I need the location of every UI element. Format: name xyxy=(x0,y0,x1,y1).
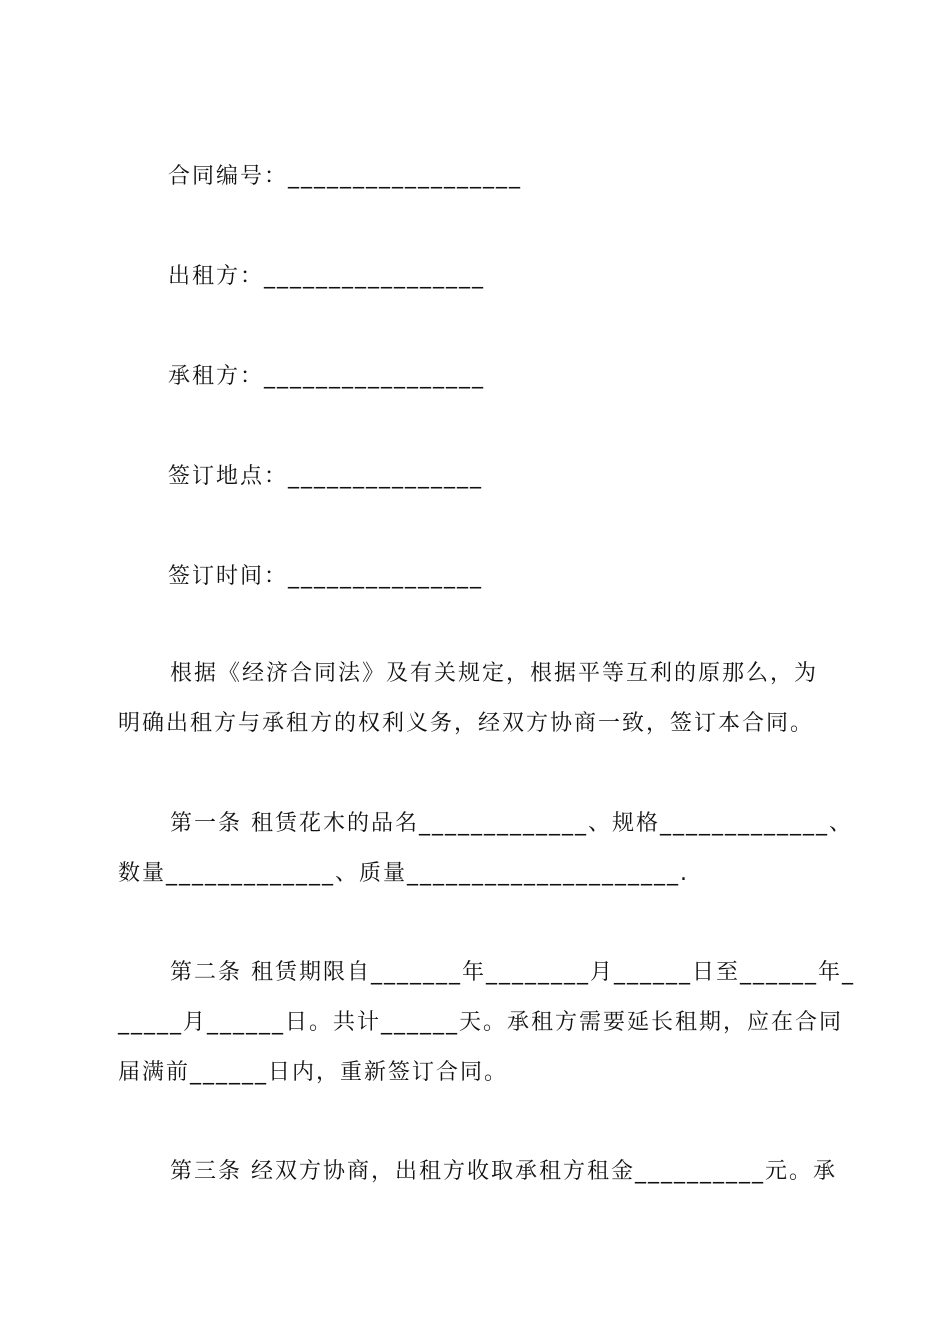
lessor-field: 出租方：_________________ xyxy=(168,264,486,289)
article-2-line-2: _____月______日。共计______天。承租方需要延长租期，应在合同 xyxy=(118,1010,844,1035)
lessee-field: 承租方：_________________ xyxy=(168,364,486,389)
article-1-line-1: 第一条 租赁花木的品名_____________、规格_____________、 xyxy=(170,811,853,836)
contract-number-field: 合同编号：__________________ xyxy=(168,164,523,189)
sign-time-field: 签订时间：_______________ xyxy=(168,564,484,589)
article-1-line-2: 数量_____________、质量_____________________. xyxy=(118,861,689,886)
article-2-line-1: 第二条 租赁期限自_______年________月______日至______年_ xyxy=(170,960,855,985)
sign-place-field: 签订地点：_______________ xyxy=(168,464,484,489)
article-3-line-1: 第三条 经双方协商，出租方收取承租方租金__________元。承 xyxy=(170,1159,837,1184)
article-2-line-3: 届满前______日内，重新签订合同。 xyxy=(118,1060,509,1085)
preamble-line-1: 根据《经济合同法》及有关规定，根据平等互利的原那么，为 xyxy=(170,661,819,686)
preamble-line-2: 明确出租方与承租方的权利义务，经双方协商一致，签订本合同。 xyxy=(118,711,815,736)
